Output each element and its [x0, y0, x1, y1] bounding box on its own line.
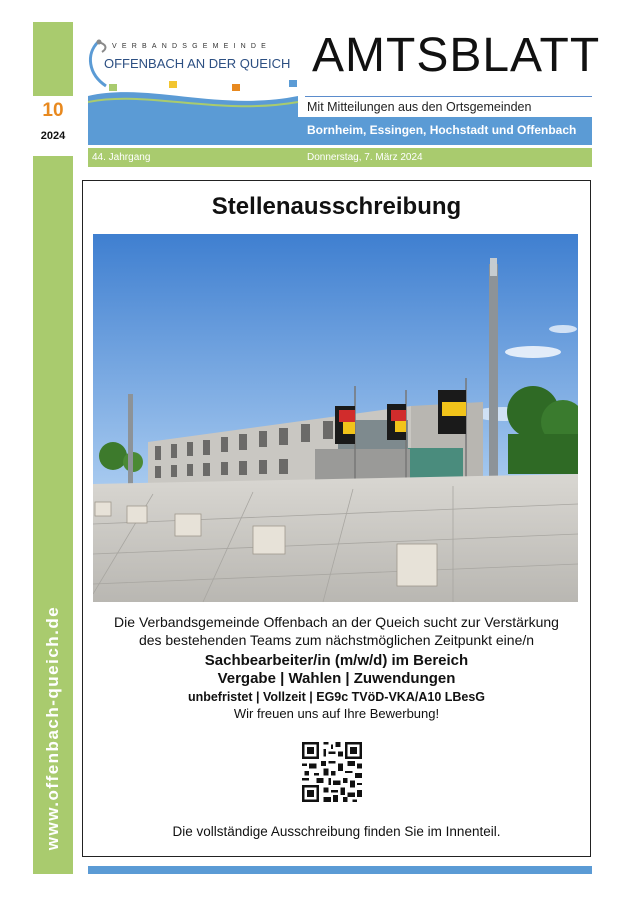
qr-code-icon[interactable]: [302, 742, 362, 802]
building-photo: [93, 234, 578, 602]
employment-terms: unbefristet | Vollzeit | EG9c TVöD-VKA/A10 LBesG: [187, 690, 486, 704]
notice-intro-line-2: des bestehenden Teams zum nächstmöglichen Zeitpunkt eine/n: [138, 632, 535, 648]
issue-number: 10: [42, 100, 64, 121]
position-area: Vergabe | Wahlen | Zuwendungen: [217, 670, 456, 687]
closing-line: Wir freuen uns auf Ihre Bewerbung!: [233, 706, 440, 721]
notice-heading: Stellenausschreibung: [211, 193, 462, 220]
notice-intro-line-1: Die Verbandsgemeinde Offenbach an der Queich sucht zur Verstärkung: [114, 614, 559, 630]
masthead-title: AMTSBLATT: [312, 29, 601, 82]
towns-list: Bornheim, Essingen, Hochstadt und Offenbach: [307, 123, 577, 137]
org-small-caption: VERBANDSGEMEINDE: [112, 43, 272, 50]
notice-footer: Die vollständige Ausschreibung finden Sie im Innenteil.: [172, 824, 501, 839]
issue-date: Donnerstag, 7. März 2024: [307, 152, 423, 163]
bottom-blue-bar: [88, 866, 592, 874]
issue-box: [33, 96, 73, 156]
position-title: Sachbearbeiter/in (m/w/d) im Bereich: [204, 652, 469, 669]
volume-label: 44. Jahrgang: [92, 152, 151, 163]
masthead-subtitle: Mit Mitteilungen aus den Ortsgemeinden: [307, 100, 532, 114]
org-name: OFFENBACH AN DER QUEICH: [104, 56, 291, 71]
issue-year: 2024: [40, 130, 66, 142]
website-url[interactable]: www.offenbach-queich.de: [43, 605, 62, 851]
